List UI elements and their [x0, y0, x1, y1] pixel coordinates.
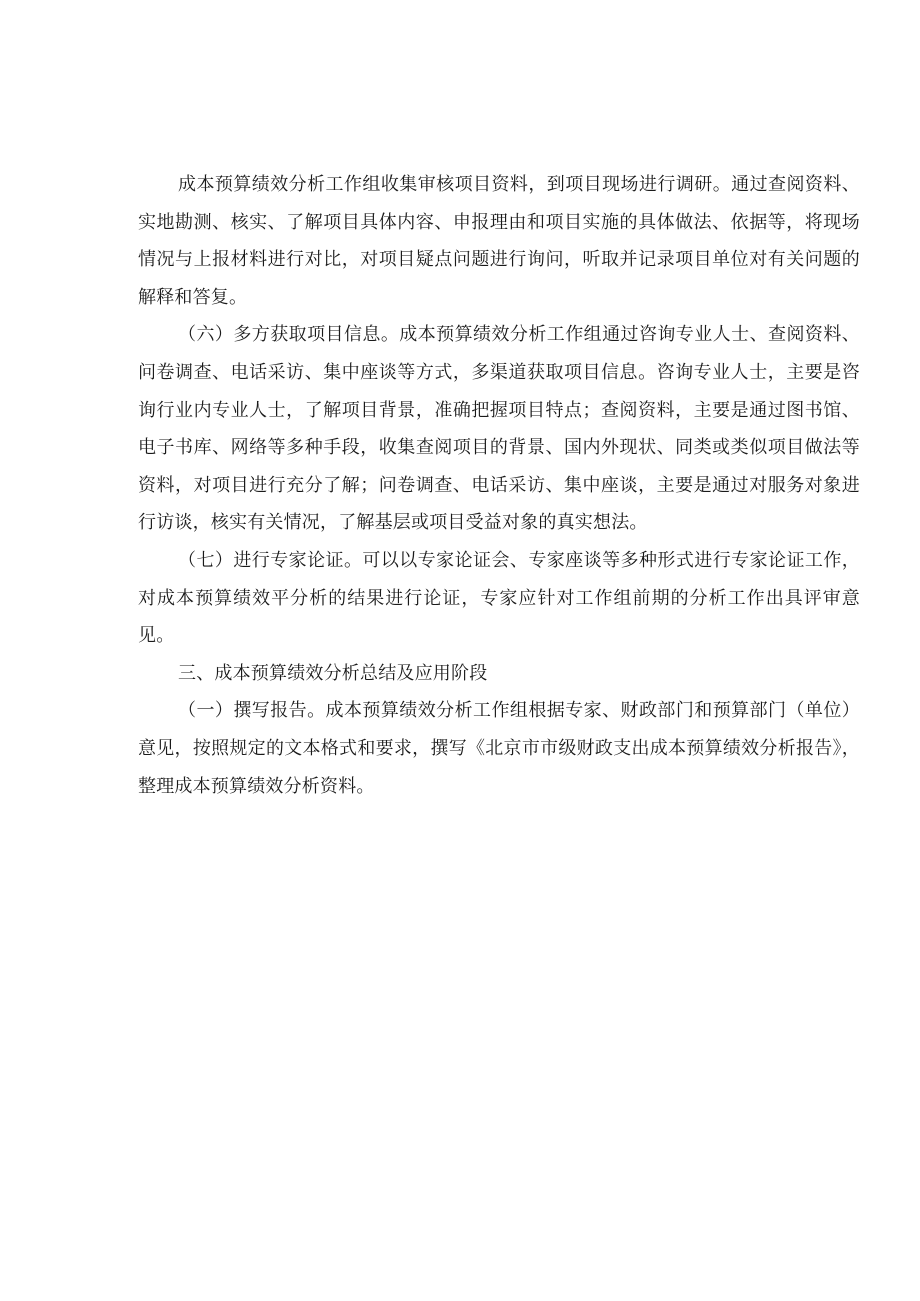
paragraph-field-research: 成本预算绩效分析工作组收集审核项目资料，到项目现场进行调研。通过查阅资料、实地勘测、核实、了解项目具体内容、申报理由和项目实施的具体做法、依据等，将现场情况与上报材料进行对比，对项目疑点问题进行询问，听取并记录项目单位对有关问题的解释和答复。 — [138, 174, 860, 308]
heading-stage-three: 三、成本预算绩效分析总结及应用阶段 — [178, 662, 488, 684]
paragraph-section-one-report: （一）撰写报告。成本预算绩效分析工作组根据专家、财政部门和预算部门（单位）意见，按照规定的文本格式和要求，撰写《北京市市级财政支出成本预算绩效分析报告》，整理成本预算绩效分析资料。 — [138, 700, 860, 797]
paragraph-section-seven: （七）进行专家论证。可以以专家论证会、专家座谈等多种形式进行专家论证工作，对成本预算绩效平分析的结果进行论证，专家应针对工作组前期的分析工作出具评审意见。 — [138, 549, 860, 647]
document-body — [138, 166, 860, 805]
paragraph-section-six: （六）多方获取项目信息。成本预算绩效分析工作组通过咨询专业人士、查阅资料、问卷调查、电话采访、集中座谈等方式，多渠道获取项目信息。咨询专业人士，主要是咨询行业内专业人士，了解项目背景，准确把握项目特点；查阅资料，主要是通过图书馆、电子书库、网络等多种手段，收集查阅项目的背景、国内外现状、同类或类似项目做法等资料，对项目进行充分了解；问卷调查、电话采访、集中座谈，主要是通过对服务对象进行访谈，核实有关情况，了解基层或项目受益对象的真实想法。 — [138, 324, 860, 534]
